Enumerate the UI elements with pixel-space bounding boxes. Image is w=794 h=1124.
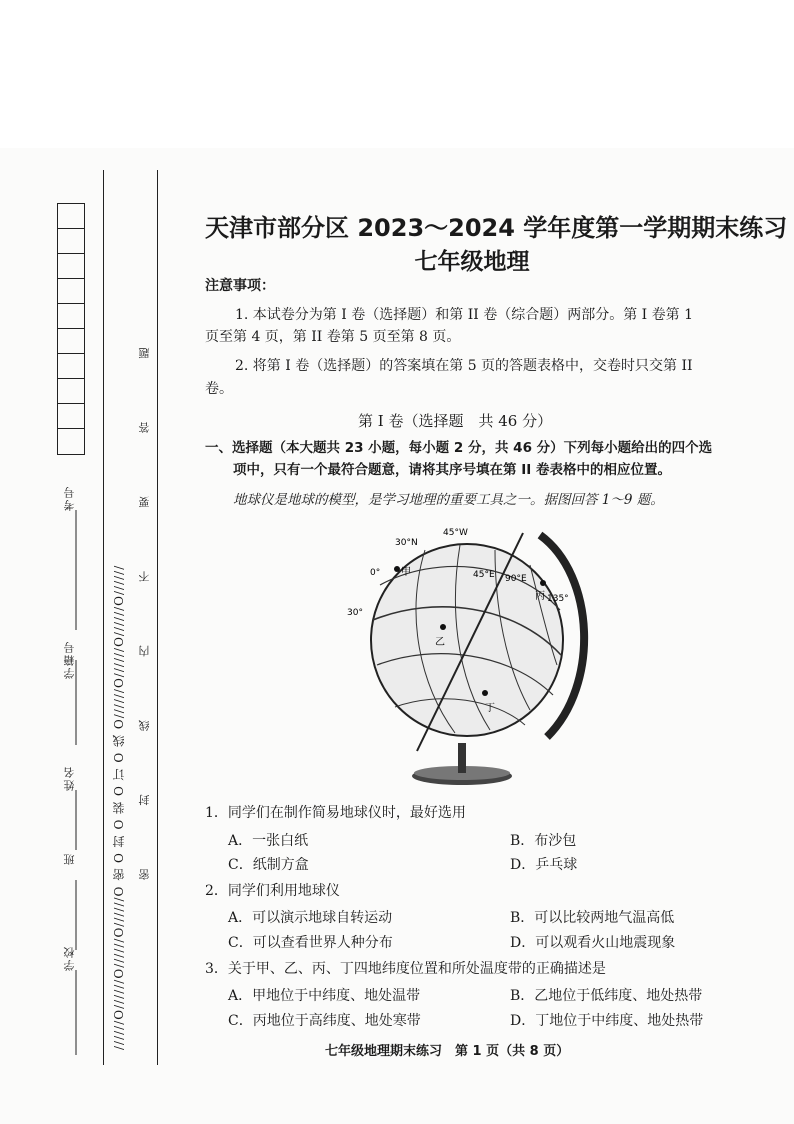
label-yi: 乙 — [435, 637, 445, 648]
notice-item1-line2: 页至第 4 页，第 II 卷第 5 页至第 8 页。 — [205, 329, 461, 345]
question-3-option-d[interactable]: D．丁地位于中纬度、地处热带 — [510, 1013, 704, 1029]
exam-number-field-label: 考号 — [63, 485, 76, 511]
label-30: 30° — [347, 608, 363, 618]
question-2-option-a[interactable]: A．可以演示地球自转运动 — [228, 910, 393, 926]
point-ding — [482, 690, 488, 696]
field-underlines — [68, 480, 80, 1060]
question-group-intro: 地球仪是地球的模型，是学习地理的重要工具之一。据图回答 1～9 题。 — [233, 492, 664, 508]
question-2-option-d[interactable]: D．可以观看火山地震现象 — [510, 935, 676, 951]
label-0: 0° — [370, 568, 381, 578]
name-field-label: 姓名 — [63, 765, 76, 791]
seal-line-left — [103, 170, 104, 1065]
question-2-option-b[interactable]: B．可以比较两地气温高低 — [510, 910, 675, 926]
notice-heading: 注意事项： — [205, 278, 275, 294]
exam-number-grid — [57, 203, 85, 455]
point-bing — [540, 580, 546, 586]
notice-item1-line1: 1. 本试卷分为第 I 卷（选择题）和第 II 卷（综合题）两部分。第 I 卷第 1 — [235, 307, 693, 323]
label-135: 135° — [547, 594, 569, 604]
globe-stem — [458, 743, 466, 773]
page-footer: 七年级地理期末练习 第 1 页（共 8 页） — [325, 1044, 570, 1059]
question-2-option-c[interactable]: C．可以查看世界人种分布 — [228, 935, 393, 951]
id-number-field-label: 学籍号 — [63, 640, 76, 679]
section1-heading: 第 I 卷（选择题 共 46 分） — [358, 412, 553, 430]
label-30n: 30°N — [395, 538, 418, 548]
notice-item2-line1: 2. 将第 I 卷（选择题）的答案填在第 5 页的答题表格中，交卷时只交第 II — [235, 358, 693, 374]
question-3-option-a[interactable]: A．甲地位于中纬度、地处温带 — [228, 988, 421, 1004]
label-45e: 45°E — [473, 570, 495, 580]
inner-seal-text: 密 封 线 内 不 要 答 题 — [138, 317, 151, 880]
label-ding: 丁 — [485, 703, 495, 714]
globe-sphere — [371, 544, 563, 736]
label-90e: 90°E — [505, 574, 527, 584]
globe-figure — [325, 515, 605, 795]
section1-instruction-line2: 项中，只有一个最符合题意，请将其序号填在第 II 卷表格中的相应位置。 — [233, 462, 671, 478]
question-2-stem: 2．同学们利用地球仪 — [205, 883, 340, 899]
notice-item2-line2: 卷。 — [205, 381, 233, 397]
question-1-option-c[interactable]: C．纸制方盒 — [228, 857, 309, 873]
question-3-stem: 3．关于甲、乙、丙、丁四地纬度位置和所处温度带的正确描述是 — [205, 961, 606, 977]
point-yi — [440, 624, 446, 630]
point-jia — [394, 566, 400, 572]
question-1-option-a[interactable]: A．一张白纸 — [228, 833, 309, 849]
label-jia: 甲 — [401, 567, 411, 578]
label-45w: 45°W — [443, 528, 468, 538]
section1-instruction-line1: 一、选择题（本大题共 23 小题，每小题 2 分，共 46 分）下列每小题给出的四个选 — [205, 440, 713, 456]
class-field-label: 班 — [63, 852, 76, 865]
label-bing: 丙 — [535, 591, 545, 602]
question-3-option-b[interactable]: B．乙地位于低纬度、地处热带 — [510, 988, 703, 1004]
question-1-option-d[interactable]: D．乒乓球 — [510, 857, 578, 873]
exam-subtitle: 七年级地理 — [414, 249, 530, 275]
cut-line-text: //////O//////O//////O//////O 密 O 封 O 装 O 订 O 线 O//////O//////O//////O////// — [112, 564, 126, 1050]
exam-title: 天津市部分区 2023～2024 学年度第一学期期末练习 — [205, 214, 788, 242]
question-1-stem: 1．同学们在制作简易地球仪时，最好选用 — [205, 805, 466, 821]
question-1-option-b[interactable]: B．布沙包 — [510, 833, 577, 849]
question-3-option-c[interactable]: C．丙地位于高纬度、地处寒带 — [228, 1013, 421, 1029]
seal-line-right — [157, 170, 158, 1065]
school-field-label: 学校 — [63, 945, 76, 971]
